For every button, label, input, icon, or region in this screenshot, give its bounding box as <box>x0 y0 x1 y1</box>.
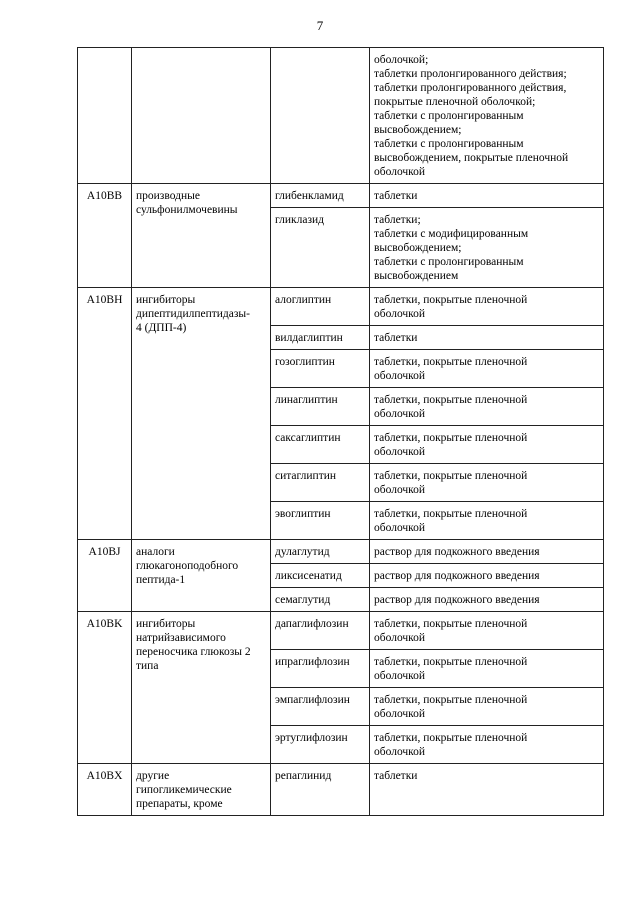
dosage-form-cell <box>370 764 604 816</box>
drug-name-cell: эртуглифлозин <box>271 726 370 764</box>
dosage-form-cell-line: оболочкой <box>374 484 426 496</box>
atc-code-cell: A10BB <box>78 184 132 288</box>
dosage-form-cell-line: таблетки, покрытые пленочной <box>374 656 528 668</box>
table-row <box>78 764 604 816</box>
group-cell <box>132 48 271 184</box>
form-cell-line: высвобождением; <box>374 124 462 136</box>
drug-name-cell: гликлазид <box>271 208 370 288</box>
form-cell-line: оболочкой; <box>374 54 429 66</box>
group-cell-line: типа <box>136 660 159 672</box>
group-cell-line: препараты, кроме <box>136 798 223 810</box>
table-row <box>78 48 604 184</box>
dosage-form-cell-line: раствор для подкожного введения <box>374 594 540 606</box>
atc-code-cell: A10BJ <box>78 540 132 612</box>
drug-name-cell: линаглиптин <box>271 388 370 426</box>
group-cell-line: другие <box>136 770 170 782</box>
table-row <box>78 184 604 208</box>
dosage-form-cell-line: высвобождением <box>374 270 459 282</box>
drug-name-cell: ипраглифлозин <box>271 650 370 688</box>
drug-name-cell: эвоглиптин <box>271 502 370 540</box>
table-row <box>78 612 604 650</box>
dosage-form-cell-line: таблетки <box>374 770 418 782</box>
page-number: 7 <box>316 18 324 33</box>
group-cell-line: сульфонилмочевины <box>136 204 238 216</box>
group-cell <box>132 288 271 540</box>
dosage-form-cell <box>370 726 604 764</box>
dosage-form-cell <box>370 502 604 540</box>
drug-name-cell: дапаглифлозин <box>271 612 370 650</box>
drug-name-cell: глибенкламид <box>271 184 370 208</box>
form-cell-line: покрытые пленочной оболочкой; <box>374 96 536 108</box>
form-cell-line: таблетки пролонгированного действия, <box>374 82 567 94</box>
dosage-form-cell-line: таблетки, покрытые пленочной <box>374 508 528 520</box>
dosage-form-cell <box>370 388 604 426</box>
drug-name-cell: алоглиптин <box>271 288 370 326</box>
dosage-form-cell <box>370 564 604 588</box>
form-cell-line: таблетки с пролонгированным <box>374 110 524 122</box>
dosage-form-cell <box>370 464 604 502</box>
dosage-form-cell-line: таблетки с пролонгированным <box>374 256 524 268</box>
drug-name-cell: ситаглиптин <box>271 464 370 502</box>
drug-classification-table <box>77 47 604 816</box>
group-cell-line: ингибиторы <box>136 294 196 306</box>
drug-name-cell: вилдаглиптин <box>271 326 370 350</box>
dosage-form-cell-line: оболочкой <box>374 670 426 682</box>
group-cell-line: ингибиторы <box>136 618 196 630</box>
dosage-form-cell-line: таблетки <box>374 190 418 202</box>
group-cell <box>132 184 271 288</box>
dosage-form-cell-line: таблетки, покрытые пленочной <box>374 618 528 630</box>
drug-name-cell: дулаглутид <box>271 540 370 564</box>
dosage-form-cell-line: таблетки, покрытые пленочной <box>374 694 528 706</box>
dosage-form-cell-line: таблетки, покрытые пленочной <box>374 294 528 306</box>
group-cell-line: переносчика глюкозы 2 <box>136 646 251 658</box>
drug-name-cell: репаглинид <box>271 764 370 816</box>
code-cell <box>78 48 132 184</box>
dosage-form-cell-line: раствор для подкожного введения <box>374 546 540 558</box>
group-cell-line: гипогликемические <box>136 784 232 796</box>
group-cell-line: пептида-1 <box>136 574 186 586</box>
dosage-form-cell <box>370 326 604 350</box>
dosage-form-cell-line: оболочкой <box>374 708 426 720</box>
group-cell <box>132 764 271 816</box>
group-cell-line: производные <box>136 190 200 202</box>
group-cell <box>132 612 271 764</box>
dosage-form-cell-line: оболочкой <box>374 746 426 758</box>
dosage-form-cell <box>370 588 604 612</box>
form-cell-line: таблетки с пролонгированным <box>374 138 524 150</box>
group-cell-line: натрийзависимого <box>136 632 226 644</box>
dosage-form-cell <box>370 184 604 208</box>
dosage-form-cell <box>370 650 604 688</box>
dosage-form-cell <box>370 612 604 650</box>
dosage-form-cell-line: таблетки с модифицированным <box>374 228 529 240</box>
dosage-form-cell <box>370 426 604 464</box>
drug-name-cell: ликсисенатид <box>271 564 370 588</box>
dosage-form-cell-line: таблетки, покрытые пленочной <box>374 394 528 406</box>
dosage-form-cell-line: таблетки, покрытые пленочной <box>374 732 528 744</box>
drug-name-cell: эмпаглифлозин <box>271 688 370 726</box>
drug-name-cell: саксаглиптин <box>271 426 370 464</box>
drug-name-cell: гозоглиптин <box>271 350 370 388</box>
form-cell-line: высвобождением, покрытые пленочной <box>374 152 569 164</box>
form-cell-line: таблетки пролонгированного действия; <box>374 68 567 80</box>
dosage-form-cell-line: оболочкой <box>374 446 426 458</box>
dosage-form-cell-line: высвобождением; <box>374 242 462 254</box>
dosage-form-cell-line: оболочкой <box>374 522 426 534</box>
drug-name-cell: семаглутид <box>271 588 370 612</box>
dosage-form-cell-line: оболочкой <box>374 632 426 644</box>
dosage-form-cell <box>370 688 604 726</box>
group-cell-line: дипептидилпептидазы- <box>136 308 250 320</box>
group-cell-line: аналоги <box>136 546 175 558</box>
dosage-form-cell-line: оболочкой <box>374 370 426 382</box>
table-row <box>78 540 604 564</box>
group-cell-line: глюкагоноподобного <box>136 560 239 572</box>
atc-code-cell: A10BH <box>78 288 132 540</box>
atc-code-cell: A10BK <box>78 612 132 764</box>
table-row <box>78 288 604 326</box>
group-cell <box>132 540 271 612</box>
dosage-form-cell-line: оболочкой <box>374 408 426 420</box>
group-cell-line: 4 (ДПП-4) <box>136 322 187 334</box>
dosage-form-cell <box>370 540 604 564</box>
dosage-form-cell <box>370 208 604 288</box>
dosage-form-cell-line: таблетки, покрытые пленочной <box>374 356 528 368</box>
dosage-form-cell-line: таблетки <box>374 332 418 344</box>
form-cell <box>370 48 604 184</box>
drug-cell <box>271 48 370 184</box>
dosage-form-cell <box>370 350 604 388</box>
dosage-form-cell-line: таблетки, покрытые пленочной <box>374 432 528 444</box>
atc-code-cell: A10BX <box>78 764 132 816</box>
dosage-form-cell <box>370 288 604 326</box>
dosage-form-cell-line: таблетки; <box>374 214 421 226</box>
form-cell-line: оболочкой <box>374 166 426 178</box>
dosage-form-cell-line: оболочкой <box>374 308 426 320</box>
dosage-form-cell-line: таблетки, покрытые пленочной <box>374 470 528 482</box>
dosage-form-cell-line: раствор для подкожного введения <box>374 570 540 582</box>
